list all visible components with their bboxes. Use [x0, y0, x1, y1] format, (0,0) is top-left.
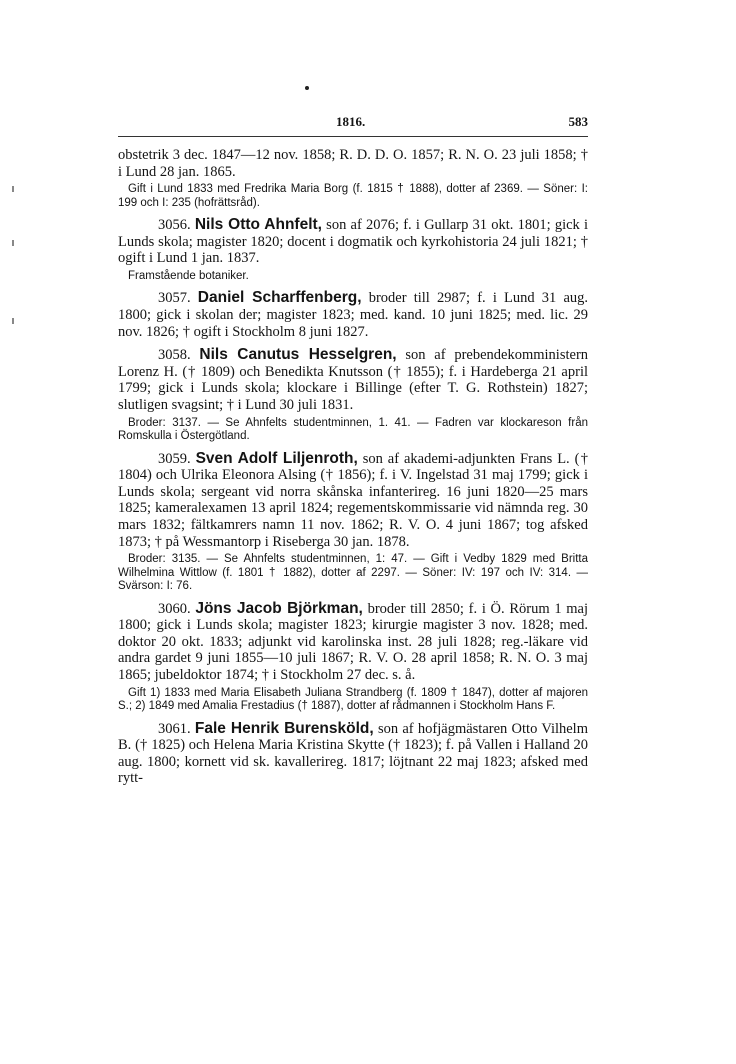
entry-number: 3057.	[158, 290, 191, 307]
entry-note: Broder: 3135. — Se Ahnfelts studentminnen, 1: 47. — Gift i Vedby 1829 med Britta Wilhelmina Wittlow (f. 1801 † 1882), dotter af 2297. — Söner: IV: 197 och IV: 314. — Svärson: I: 76.	[118, 553, 588, 593]
entry-paragraph	[118, 217, 588, 267]
entry-3061	[118, 721, 588, 787]
entry-name: Nils Canutus Hesselgren,	[199, 346, 397, 364]
book-page	[118, 112, 588, 787]
page-number: 583	[568, 114, 588, 129]
entry-3059	[118, 451, 588, 594]
entry-paragraph	[118, 721, 588, 787]
entry-text: son af akademi-adjunkten Frans L. († 1804) och Ulrika Eleonora Alsing († 1856); f. i V. Ingelstad 31 maj 1799; gick i Lunds skola; sergeant vid norra skånska infanterireg. 16 juni 1820—25 mars 1825; kameralexamen 13 april 1824; regementskommissarie vid nämnda reg. 30 mars 1832; fältkamrers namn 11 nov. 1862; R. V. O. 4 juni 1867; tog afsked 1873; † på Wessmantorp i Riseberga 30 jan. 1878.	[118, 450, 589, 550]
ink-dot	[305, 86, 309, 90]
entry-paragraph	[118, 451, 588, 551]
continued-entry-text: obstetrik 3 dec. 1847—12 nov. 1858; R. D. D. O. 1857; R. N. O. 23 juli 1858; † i Lund 28 jan. 1865.	[118, 147, 588, 180]
page-header	[118, 112, 588, 132]
entry-3060	[118, 601, 588, 714]
running-year: 1816.	[336, 114, 366, 129]
entry-note: Gift 1) 1833 med Maria Elisabeth Juliana Strandberg (f. 1809 † 1847), dotter af majoren S.; 2) 1849 med Amalia Frestadius († 1887), dotter af rådmannen i Stockholm Hans F.	[118, 686, 588, 713]
entry-text: broder till 2850; f. i Ö. Rörum 1 maj 1800; gick i Lunds skola; magister 1823; kirurgie magister 3 nov. 1828; med. doktor 20 okt. 1833; adjunkt vid karolinska inst. 28 juli 1828; reg.-läkare vid andra gardet 9 juni 1855—10 juli 1867; R. V. O. 28 april 1858; R. N. O. 3 maj 1865; jubeldoktor 1874; † i Stockholm 27 dec. s. å.	[118, 600, 589, 684]
entry-name: Sven Adolf Liljenroth,	[195, 449, 358, 467]
entry-name: Fale Henrik Burensköld,	[194, 719, 374, 737]
margin-mark	[12, 318, 14, 324]
margin-mark	[12, 240, 14, 246]
entry-number: 3060.	[158, 600, 191, 617]
entry-note: Framstående botaniker.	[128, 269, 249, 282]
entry-number: 3056.	[158, 217, 191, 234]
entry-name: Nils Otto Ahnfelt,	[194, 216, 322, 234]
margin-mark	[12, 186, 14, 192]
entry-name: Daniel Scharffenberg,	[197, 289, 362, 307]
entry-3056	[118, 217, 588, 283]
entry-paragraph	[118, 290, 588, 340]
entry-name: Jöns Jacob Björkman,	[195, 599, 363, 617]
entry-3057	[118, 290, 588, 340]
entry-3058	[118, 347, 588, 443]
entry-number: 3058.	[158, 347, 191, 364]
entry-text: son af hofjägmästaren Otto Vilhelm B. († 1825) och Helena Maria Kristina Skytte († 1823); f. på Vallen i Halland 20 aug. 1800; kornett vid sk. kavallerireg. 1817; löjtnant 22 maj 1823; afsked med rytt-	[118, 720, 588, 787]
entry-note: Broder: 3137. — Se Ahnfelts studentminnen, 1. 41. — Fadren var klockareson från Romskulla i Östergötland.	[118, 416, 588, 443]
entry-paragraph	[118, 601, 588, 684]
entry-paragraph	[118, 347, 588, 413]
entry-text: broder till 2987; f. i Lund 31 aug. 1800; gick i skolan der; magister 1823; med. kand. 10 juni 1825; med. lic. 29 nov. 1826; † ogift i Stockholm 8 juni 1827.	[118, 290, 589, 340]
entry-number: 3061.	[158, 720, 191, 737]
entry-text: son af 2076; f. i Gullarp 31 okt. 1801; gick i Lunds skola; magister 1820; docent i dogmatik och kyrkohistoria 24 juli 1821; † ogift i Lund 1 jan. 1837.	[118, 217, 589, 267]
entry-number: 3059.	[158, 450, 191, 467]
continued-entry-note: Gift i Lund 1833 med Fredrika Maria Borg (f. 1815 † 1888), dotter af 2369. — Söner: I: 199 och I: 235 (hofrättsråd).	[118, 183, 588, 209]
entry-text: son af prebendekomministern Lorenz H. († 1809) och Benedikta Knutsson († 1855); f. i Hardeberga 21 april 1799; gick i Lunds skola; klockare i Billinge (efter T. G. Rothstein) 1827; slutligen svagsint; † i Lund 30 juli 1831.	[118, 347, 589, 414]
header-rule	[118, 136, 588, 137]
